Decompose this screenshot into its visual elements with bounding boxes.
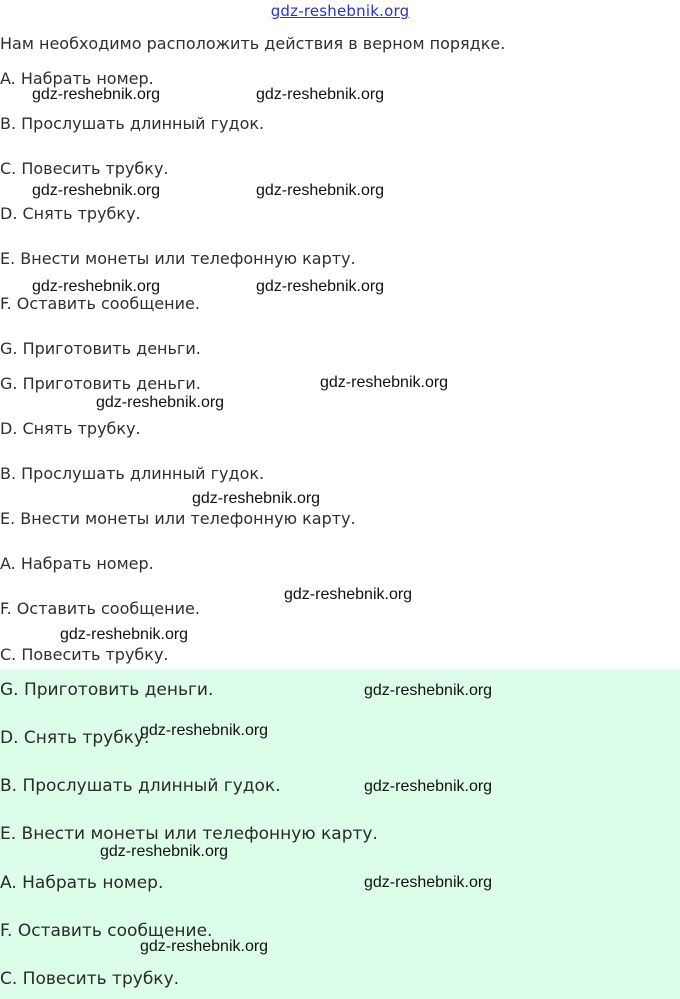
given-item-b: B. Прослушать длинный гудок. (0, 114, 265, 133)
answer-item-2: D. Снять трубку. (0, 728, 150, 748)
watermark: gdz-reshebnik.org (192, 490, 321, 507)
ordered-item-4: E. Внести монеты или телефонную карту. (0, 509, 356, 528)
watermark: gdz-reshebnik.org (284, 586, 413, 603)
answer-item-6: F. Оставить сообщение. (0, 921, 213, 941)
watermark: gdz-reshebnik.org (32, 278, 161, 295)
watermark: gdz-reshebnik.org (96, 394, 225, 411)
watermark: gdz-reshebnik.org (320, 374, 449, 391)
watermark: gdz-reshebnik.org (364, 874, 493, 891)
ordered-item-6: F. Оставить сообщение. (0, 599, 200, 618)
watermark: gdz-reshebnik.org (60, 626, 189, 643)
ordered-item-1: G. Приготовить деньги. (0, 374, 201, 393)
ordered-item-2: D. Снять трубку. (0, 419, 141, 438)
given-item-d: D. Снять трубку. (0, 204, 141, 223)
answer-item-4: E. Внести монеты или телефонную карту. (0, 824, 378, 844)
ordered-item-3: B. Прослушать длинный гудок. (0, 464, 265, 483)
watermark: gdz-reshebnik.org (32, 86, 161, 103)
watermark: gdz-reshebnik.org (364, 682, 493, 699)
watermark: gdz-reshebnik.org (256, 86, 385, 103)
ordered-item-7: C. Повесить трубку. (0, 645, 169, 664)
given-item-e: E. Внести монеты или телефонную карту. (0, 249, 356, 268)
watermark: gdz-reshebnik.org (100, 843, 229, 860)
answer-item-7: C. Повесить трубку. (0, 969, 180, 989)
ordered-item-5: A. Набрать номер. (0, 554, 154, 573)
answer-box (0, 670, 680, 999)
answer-item-3: B. Прослушать длинный гудок. (0, 776, 281, 796)
watermark: gdz-reshebnik.org (364, 778, 493, 795)
watermark: gdz-reshebnik.org (256, 278, 385, 295)
given-item-f: F. Оставить сообщение. (0, 294, 200, 313)
given-item-a: A. Набрать номер. (0, 69, 154, 88)
watermark: gdz-reshebnik.org (32, 182, 161, 199)
answer-item-1: G. Приготовить деньги. (0, 680, 214, 700)
answer-item-5: A. Набрать номер. (0, 873, 164, 893)
watermark: gdz-reshebnik.org (140, 938, 269, 955)
task-title: Нам необходимо расположить действия в верном порядке. (0, 34, 506, 53)
watermark: gdz-reshebnik.org (140, 722, 269, 739)
site-link[interactable]: gdz-reshebnik.org (270, 2, 410, 20)
given-item-g: G. Приготовить деньги. (0, 339, 201, 358)
given-item-c: C. Повесить трубку. (0, 159, 169, 178)
watermark: gdz-reshebnik.org (256, 182, 385, 199)
